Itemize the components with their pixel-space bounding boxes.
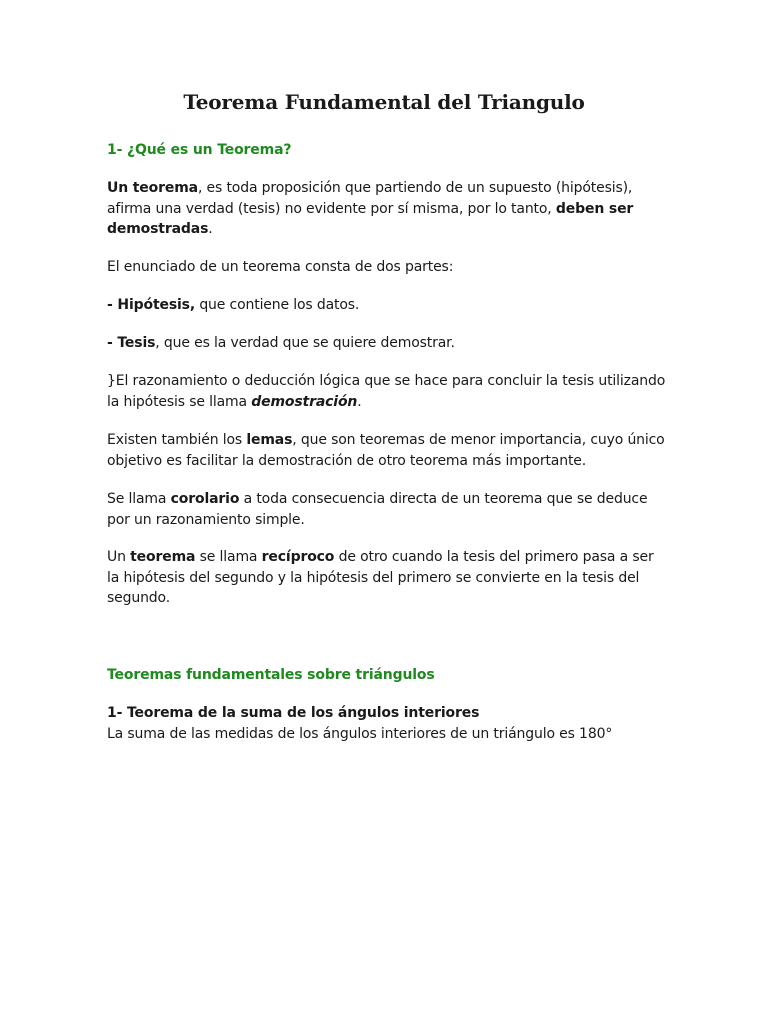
text-span: a toda consecuencia directa de un teorema que se deduce por un razonamiento simple.	[107, 491, 648, 528]
text-span: que contiene los datos.	[195, 297, 360, 313]
text-span: , que es la verdad que se quiere demostrar.	[155, 335, 455, 351]
bold-term: - Hipótesis,	[107, 297, 196, 313]
text-span: .	[357, 393, 362, 410]
bold-term: deben ser demostradas	[107, 200, 634, 237]
bold-term: lemas	[246, 432, 293, 448]
paragraph-demostracion	[107, 371, 667, 412]
text-span: se llama	[195, 549, 262, 565]
bold-term: - Tesis	[107, 335, 156, 351]
paragraph-tesis	[107, 333, 667, 354]
paragraph-corolario	[107, 489, 667, 530]
paragraph-lemas	[107, 430, 667, 471]
paragraph-reciproco	[107, 547, 667, 609]
bold-term: corolario	[170, 491, 240, 507]
text-span: , es toda proposición que partiendo de un supuesto (hipótesis), afirma una verdad (tesis) no evidente por sí misma, por lo tanto,	[107, 180, 633, 217]
bold-term: teorema	[130, 549, 196, 565]
paragraph-definicion-teorema	[107, 178, 667, 240]
text-span: Existen también los	[107, 432, 247, 448]
bold-term: recíproco	[261, 549, 335, 565]
document-title: Teorema Fundamental del Triangulo	[183, 90, 585, 114]
theorem-1-heading: 1- Teorema de la suma de los ángulos interiores	[107, 705, 480, 721]
text-span: .	[208, 221, 213, 237]
paragraph-hipotesis	[107, 295, 667, 316]
text-span: }El razonamiento o deducción lógica que se hace para concluir la tesis utilizando la hipótesis se llama	[107, 373, 666, 410]
bold-term: Un teorema	[107, 180, 198, 196]
bold-italic-term: demostración	[251, 393, 358, 410]
section-heading-que-es-teorema: 1- ¿Qué es un Teorema?	[107, 142, 292, 158]
text-span: Se llama	[107, 491, 171, 507]
text-span: Un	[107, 549, 131, 565]
theorem-1-text: La suma de las medidas de los ángulos interiores de un triángulo es 180°	[107, 725, 613, 742]
section-heading-teoremas-triangulos: Teoremas fundamentales sobre triángulos	[107, 667, 435, 683]
theorem-1	[107, 703, 667, 744]
text-span: de otro cuando la tesis del primero pasa a ser la hipótesis del segundo y la hipótesis del primero se convierte en la tesis del segundo.	[107, 549, 654, 606]
text-span: , que son teoremas de menor importancia, cuyo único objetivo es facilitar la demostración de otro teorema más importante.	[107, 432, 665, 469]
paragraph-enunciado: El enunciado de un teorema consta de dos partes:	[107, 259, 454, 275]
